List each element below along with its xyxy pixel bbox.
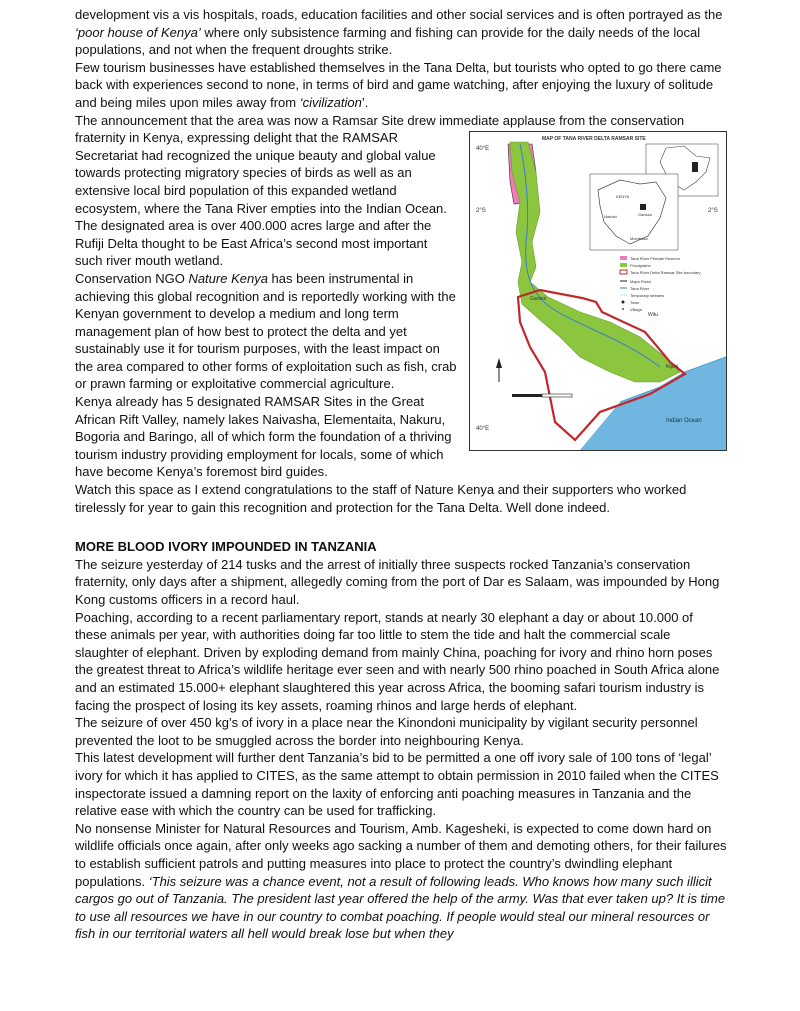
scale-bar	[512, 394, 542, 397]
coordinate-label: 2°S	[708, 208, 718, 215]
svg-text:Tana River Delta Ramsar Site b: Tana River Delta Ramsar Site boundary	[630, 270, 701, 276]
inset-label: Nairobi	[604, 214, 617, 220]
svg-text:Village: Village	[630, 307, 642, 313]
quote-italic: ‘This seizure was a chance event, not a result of following leads. Who knows how many such illicit cargos go out of Tanzania. The president last year offered the help of the army. Was that ever taken up? It is time to use all resources we have in our country to combat poaching. If people would steal our mineral resources or fish in our territorial waters all hell would break lose but when they	[75, 873, 726, 942]
paragraph	[75, 6, 727, 59]
svg-text:Tana River Primate Reserve: Tana River Primate Reserve	[630, 256, 681, 262]
text-run-italic: ‘poor house of Kenya’	[75, 24, 201, 40]
inset-label: Mombasa	[630, 236, 648, 242]
document-page	[75, 6, 727, 943]
svg-text:Tana River: Tana River	[630, 286, 650, 292]
text-run: Conservation NGO	[75, 270, 189, 286]
paragraph	[75, 59, 727, 112]
text-run: development vis a vis hospitals, roads, education facilities and other social services and is often portrayed as the	[75, 7, 723, 22]
text-run-italic: Nature Kenya	[188, 270, 268, 286]
coordinate-label: 40°E	[476, 426, 490, 433]
coordinate-label: 40°E	[476, 146, 490, 153]
text-run: where only subsistence farming and fishing can provide for the daily needs of the local populations, and not when the frequent droughts strike.	[75, 24, 701, 58]
text-run-italic: ‘civilization	[299, 94, 362, 110]
svg-text:Floodplains: Floodplains	[630, 263, 651, 269]
paragraph: Watch this space as I extend congratulations to the staff of Nature Kenya and their supporters who worked tirelessly for year to gain this recognition and protection for the Tana Delta. Well done indeed.	[75, 482, 687, 515]
text-run: No nonsense Minister for Natural Resources and Tourism, Amb. Kagesheki, is expected to come down hard on wildlife officials once again, after only weeks ago sacking a number of them and demoting others, for their failures to establish sufficient patrols and putting measures into place to protect the country’s dwindling elephant populations.	[75, 820, 727, 889]
text-run: Few tourism businesses have established themselves in the Tana Delta, but tourists who opted to go there came back with experiences second to none, in terms of bird and game watching, after enjoying the luxury of solitude and being miles upon miles away from	[75, 59, 722, 110]
map-title: MAP OF TANA RIVER DELTA RAMSAR SITE	[542, 136, 646, 143]
svg-text:Temporary streams: Temporary streams	[630, 293, 665, 299]
svg-text:Major Road: Major Road	[630, 279, 651, 285]
paragraph: The seizure of over 450 kg’s of ivory in a place near the Kinondoni municipality by vigilant security personnel prevented the loot to be smuggled across the border into neighbouring Kenya.	[75, 715, 698, 748]
paragraph: Poaching, according to a recent parliamentary report, stands at nearly 30 elephant a day or about 10.000 of these animals per year, with authorities doing far too little to stem the tide and halt the commercial scale slaughter of elephant. Driven by exploding demand from mainly China, poaching for ivory and rhino horn poses the greatest threat to Africa’s wildlife heritage ever seen and with nearly 500 rhino poached in South Africa alone and an estimated 15.000+ elephant slaughtered this year across Africa, the booming safari tourism industry is facing the prospect of losing its key assets, roaming rhinos and large herds of elephant.	[75, 609, 720, 713]
paragraph: Kenya already has 5 designated RAMSAR Sites in the Great African Rift Valley, namely lakes Naivasha, Elementaita, Nakuru, Bogoria and Baringo, all of which form the foundation of a thriving tourism industry providing employment for locals, some of which have become Kenya’s foremost bird guides.	[75, 394, 452, 480]
article-tanzania-ivory	[75, 556, 727, 943]
section-heading: MORE BLOOD IVORY IMPOUNDED IN TANZANIA	[75, 539, 377, 555]
coordinate-label: 2°S	[476, 208, 486, 215]
text-run: has been instrumental in achieving this global recognition and is reportedly working with the Kenyan government to develop a medium and long term management plan of how best to protect the delta and yet sustainably use it for tourism purposes, with the least impact on the area compared to other forms of exploitation such as fish, crab or prawn farming or exploitative commercial agriculture.	[75, 270, 457, 392]
svg-text:Town: Town	[630, 300, 640, 306]
paragraph-lead: The announcement that the area was now a Ramsar Site drew immediate applause from the conservation	[75, 112, 685, 128]
paragraph	[75, 820, 727, 943]
place-label: Garsen	[530, 296, 547, 303]
article-tana-delta	[75, 6, 727, 516]
paragraph: This latest development will further dent Tanzania’s bid to be permitted a one off ivory sale of 100 tons of ‘legal’ ivory for which it has applied to CITES, as the same attempt to obtain permission in 2010 failed when the CITES inspectorate issued a damning report on the laxity of enforcing anti poaching measures in Tanzania and the relative ease with which the country can be used for trafficking.	[75, 750, 719, 819]
inset-label: KENYA	[616, 194, 630, 200]
inset-label: Garissa	[638, 212, 652, 218]
place-label: Kipini	[666, 364, 679, 371]
paragraph: fraternity in Kenya, expressing delight that the RAMSAR Secretariat had recognized the unique beauty and global value towards protecting migratory species of birds as well as an extensive local bird population of this expanded wetland ecosystem, where the Tana River empties into the Indian Ocean. The designated area is over 400.000 acres large and after the Rufiji Delta thought to be East Africa’s second most important such river mouth wetland.	[75, 130, 447, 269]
place-label: Indian Ocean	[666, 418, 702, 425]
text-run: ’.	[361, 94, 369, 110]
place-label: Witu	[648, 312, 658, 319]
tana-delta-map	[469, 131, 727, 451]
paragraph: The seizure yesterday of 214 tusks and the arrest of initially three suspects rocked Tanzania’s conservation fraternity, only days after a shipment, allegedly coming from the port of Dar es Salaam, was impounded by Hong Kong customs officers in a record haul.	[75, 556, 720, 607]
